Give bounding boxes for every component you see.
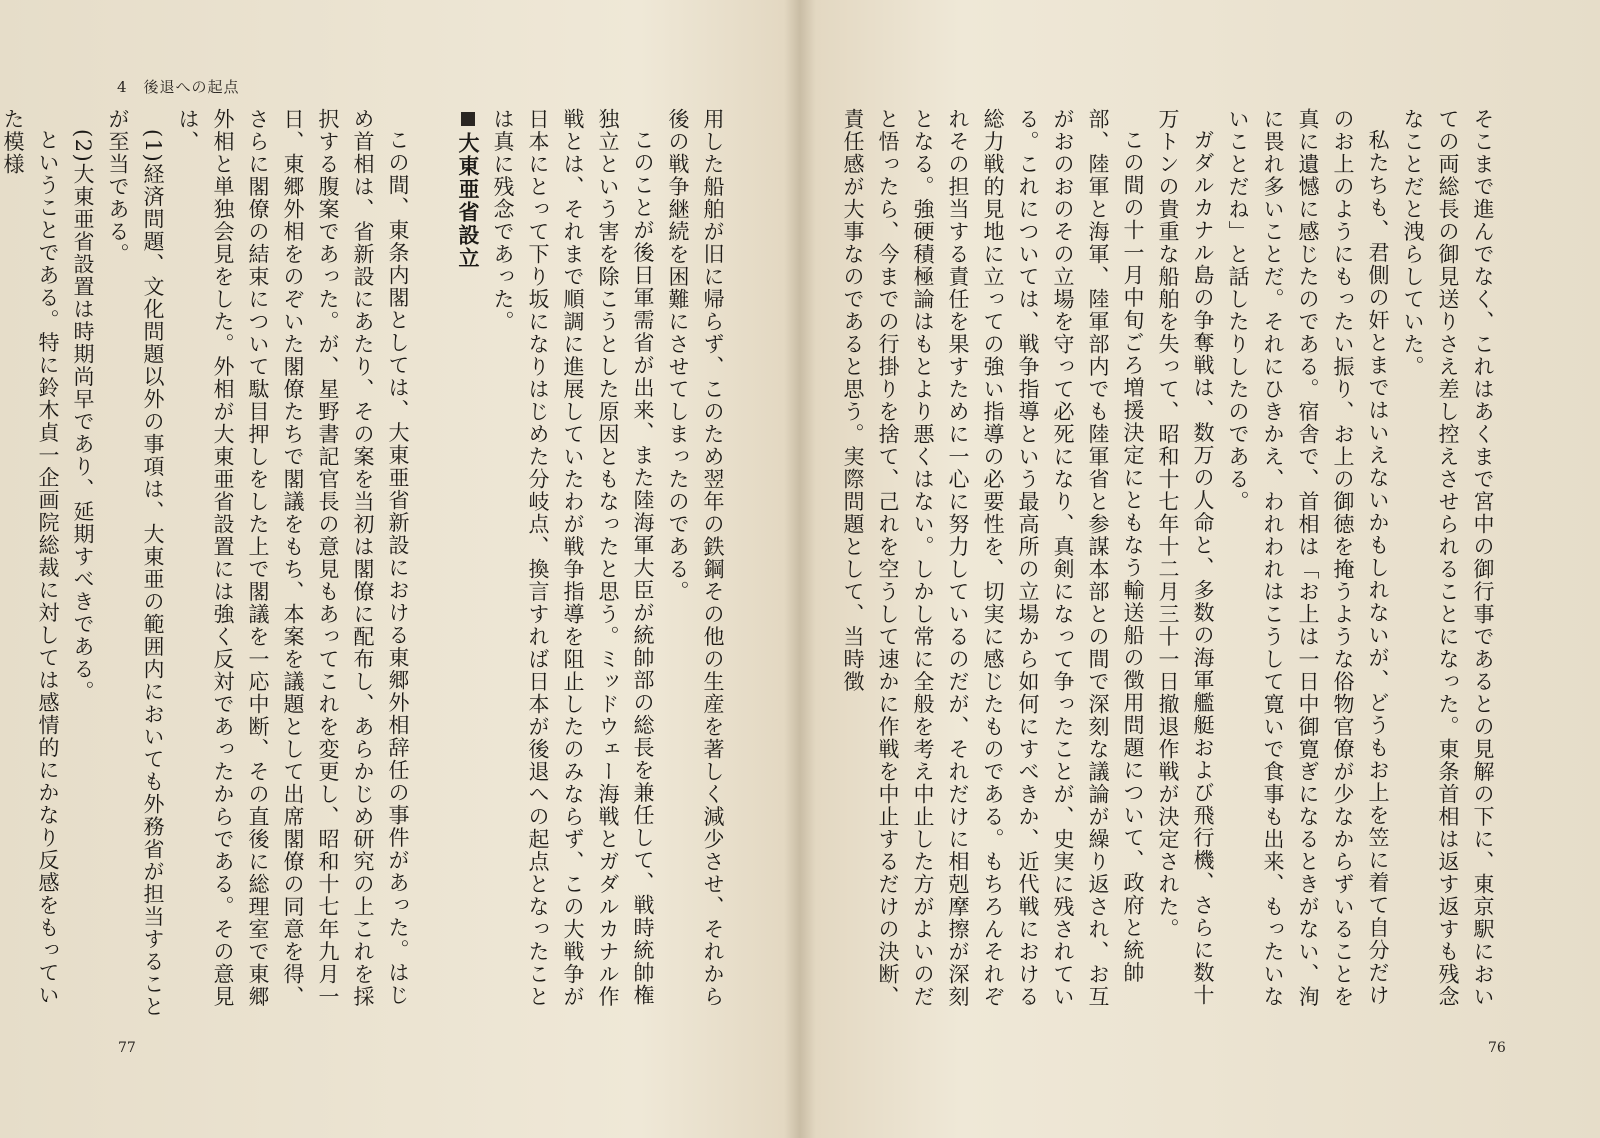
page-number: 76 [1488,1040,1506,1056]
page-number: 77 [118,1040,136,1056]
paragraph: ということである。特に鈴木貞一企画院総裁に対しては感情的にかなり反感をもっていた模様 [1,108,60,1007]
running-head: 4 後退への起点 [117,78,240,96]
paragraph: 用した船舶が旧に帰らず、このため翌年の鉄鋼その他の生産を著しく減少させ、それから後の戦争継続を困難にさせてしまったのである。 [666,108,725,1008]
right-page [800,0,1600,1138]
paragraph: この間の十一月中旬ごろ増援決定にともなう輸送船の徴用問題について、政府と統帥部、陸軍と海軍、陸軍部内でも陸軍省と参謀本部との間で深刻な議論が繰り返され、お互がおのおのその立場を守って必死になり、真剣になって争ったことが、史実に残されている。これについては、戦争指導という最高所の立場から如何にすべきか、近代戦における総力戦的見地に立っての強い指導の必要性を、切実に感じたものである。もちろんそれぞれその担当する責任を果すために一心に努力しているのだが、それだけに相剋摩擦が深刻となる。強硬積極論はもとより悪くはない。しかし常に全般を考え中止した方がよいのだと悟ったら、今までの行掛りを捨て、己れを空うして速かに作戦を中止するだけの決断、責任感が大事なのであると思う。実際問題として、当時徴 [841,108,1145,1008]
square-bullet-icon [461,112,475,126]
section-heading [450,108,485,1028]
right-text-block [841,108,1500,1028]
paragraph: ガダルカナル島の争奪戦は、数万の人命と、多数の海軍艦艇および飛行機、さらに数十万トンの貴重な船舶を失って、昭和十七年十二月三十一日撤退作戦が決定された。 [1156,108,1215,1007]
list-item: (1)経済問題、文化問題以外の事項は、大東亜の範囲内においても外務省が担当することが至当である。 [106,108,165,1019]
paragraph: この間、東条内閣としては、大東亜省新設における東郷外相辞任の事件があった。はじめ首相は、省新設にあたり、その案を当初は閣僚に配布し、あらかじめ研究の上これを採択する腹案であった。が、星野書記官長の意見もあってこれを変更し、昭和十七年九月一日、東郷外相をのぞいた閣僚たちで閣議をもち、本案を議題として出席閣僚の同意を得、さらに閣僚の結束について駄目押しをした上で閣議を一応中断、その直後に総理室で東郷外相と単独会見をした。外相が大東亜省設置には強く反対であったからである。その意見は、 [176,108,410,1008]
paragraph: 私たちも、君側の奸とまではいえないかもしれないが、どうもお上を笠に着て自分だけのお上のようにもったい振り、お上の御徳を掩うような俗物官僚が少なからずいることを真に遺憾に感じたのである。宿舎で、首相は「お上は一日中御寛ぎになるときがない、洵に畏れ多いことだ。それにひきかえ、われわれはこうして寛いで食事も出来、もったいないことだね」と話したりしたのである。 [1226,108,1390,1008]
list-item: (2)大東亜省設置は時期尚早であり、延期すべきである。 [71,129,95,704]
section-heading-text: 大東亜省設立 [456,132,480,271]
paragraph: そこまで進んでなく、これはあくまで宮中の御行事であるとの見解の下に、東京駅においての両総長の御見送りさえ差し控えさせられることになった。東条首相は返す返すも残念なことだと洩らしていた。 [1401,108,1495,1008]
left-text-block [1,108,730,1028]
paragraph: このことが後日軍需省が出来、また陸海軍大臣が統帥部の総長を兼任して、戦時統帥権独立という害を除こうとした原因ともなったと思う。ミッドウェー海戦とガダルカナル作戦とは、それまで順調に進展していたわが戦争指導を阻止したのみならず、この大戦争が日本にとって下り坂になりはじめた分岐点、換言すれば日本が後退への起点となったことは真に残念であった。 [491,108,655,1008]
